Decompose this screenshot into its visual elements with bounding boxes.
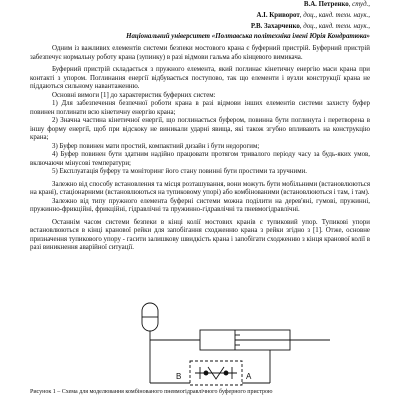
paragraph: Одним із важливих елементів системи безпеки мостового крана є буферний пристрій. Буферний пристрій забезпечує нормальну роботу крана (зупинку) в разі відмови гальма або кінцевого вимикача. [30,45,370,61]
port-b-label: B [176,372,182,381]
author-title: , доц., канд. техн. наук., [299,11,370,19]
paragraph: Залежно від типу пружного елемента буферні системи можна поділити на дерев'яні, гумові, пружинні, пружинно-фрикційні, фрикційні, гідравлічні та пружинно-гідравлічні та пневмогідравлічні. [30,197,370,213]
author-name: Р.В. Захарченко [250,22,300,30]
figure-caption: Рисунок 1 – Схема для моделювання комбінованого пневмогідравлічного буферного пристрою [30,389,273,395]
paragraph: 3) Буфер повинен мати простий, компактний дизайн і бути недорогим; [52,142,260,150]
author-line [126,0,370,11]
author-title: , студ., [348,1,370,8]
paragraph: 5) Експлуатація буферу та моніторинг його стану повинні бути простими та зручними. [52,168,308,175]
paragraph: 4) Буфер повинен бути здатним надійно працювати протягом тривалого періоду часу за будь-яких умов, включаючи мінусові температури; [30,151,370,167]
author-line [126,22,370,33]
paragraph: Залежно від способу встановлення та місця розташування, вони можуть бути мобільними (встановлюються на крані), стаціонарними (встановлюються на тупиковому упорі) або комбінованими (встановлюються і там, і там). [30,180,370,196]
authors-block [126,0,370,43]
affiliation: Національний університет «Полтавська політехніка імені Юрія Кондратюка» [126,33,370,41]
author-title: , доц., канд. техн. наук., [299,22,370,30]
author-name: В.А. Петренко [303,1,349,8]
author-line [126,11,370,22]
buffer-schematic [30,295,370,387]
author-name: А.І. Криворот [256,11,300,19]
paragraph: Основні вимоги [1] до характеристик буферних систем: [52,91,216,99]
paragraph: 1) Для забезпечення безпечної роботи крана в разі відмови інших елементів системи захисту буфер повинен поглинати всю кінетичну енергію крана; [30,100,370,116]
port-a-label: A [246,372,252,381]
body-text [30,45,370,253]
paragraph: 2) Значна частина кінетичної енергії, що поглинається буфером, повинна бути поглинута і перетворена в іншу форму енергії, щоб при відскоку не виникали ударні явища, які також згубно впливають на конструкцію крана; [30,117,370,141]
paragraph: Буферний пристрій складається з пружного елемента, який поглинає кінетичну енергію маси крана при контакті з упором. Поглинання енергії відбувається поступово, так що елементи і вузли конструкції крана не піддаються сильному навантаженню. [30,66,370,90]
paragraph: Останнім часом системи безпеки в кінці колії мостових кранів є тупиковий упор. Тупикові упори встановлюються в кінці кранової рейки для запобігання сходженню крана з рейки згідно з [1]. Отже, основне призначення тупикового упору - гасити залишкову швидкість крана і запобігати сходженню з кінця кранової колії в разі виникнення аварійної ситуації. [30,218,370,251]
